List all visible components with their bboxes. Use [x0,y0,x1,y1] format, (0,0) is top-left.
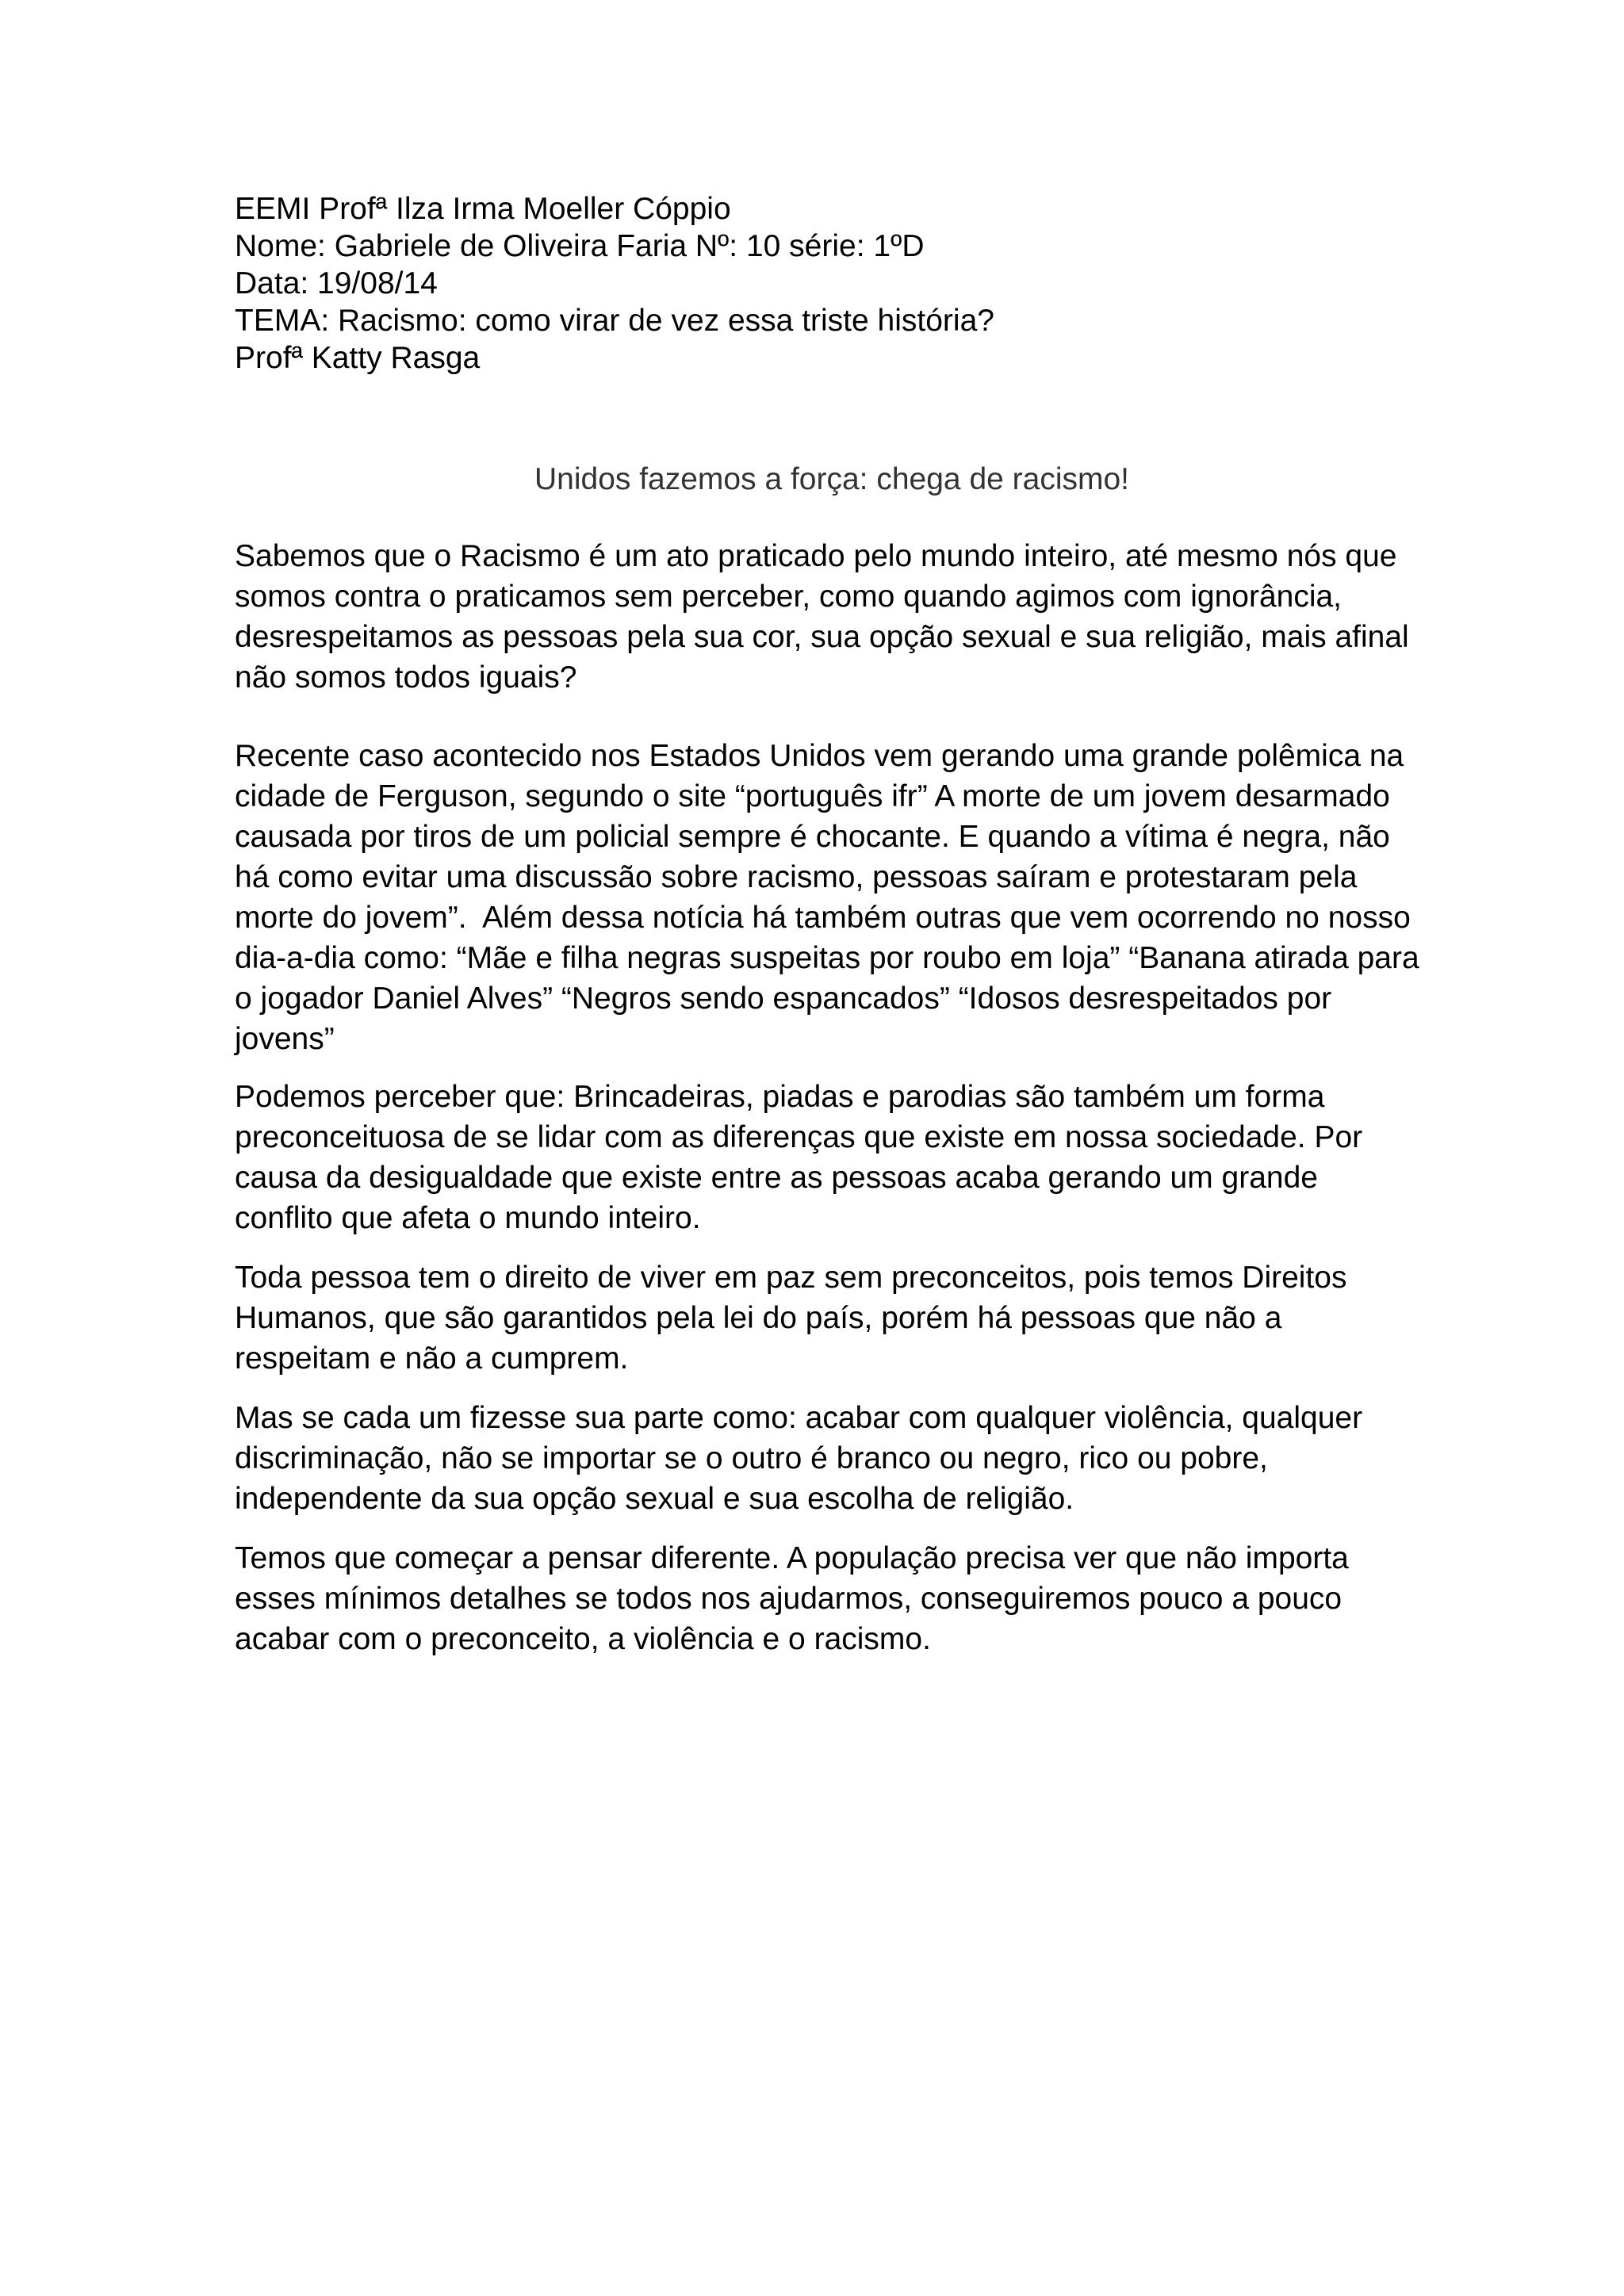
essay-paragraph: Recente caso acontecido nos Estados Unidos vem gerando uma grande polêmica na cidade de Ferguson, segundo o site “português ifr” A morte de um jovem desarmado causada por tiros de um policial sempre é chocante. E quando a vítima é negra, não há como evitar uma discussão sobre racismo, pessoas saíram e protestaram pela morte do jovem”. Além dessa notícia há também outras que vem ocorrendo no nosso dia-a-dia como: “Mãe e filha negras suspeitas por roubo em loja” “Banana atirada para o jogador Daniel Alves” “Negros sendo espancados” “Idosos desrespeitados por jovens” [235,739,1428,1056]
essay-paragraph: Sabemos que o Racismo é um ato praticado pelo mundo inteiro, até mesmo nós que somos contra o praticamos sem perceber, como quando agimos com ignorância, desrespeitamos as pessoas pela sua cor, sua opção sexual e sua religião, mais afinal não somos todos iguais? [235,539,1418,695]
essay-paragraph: Toda pessoa tem o direito de viver em paz sem preconceitos, pois temos Direitos Humanos, que são garantidos pela lei do país, porém há pessoas que não a respeitam e não a cumprem. [235,1261,1356,1376]
essay-title-container [0,461,1624,498]
essay-paragraph: Mas se cada um fizesse sua parte como: acabar com qualquer violência, qualquer discriminação, não se importar se o outro é branco ou negro, rico ou pobre, independente da sua opção sexual e sua escolha de religião. [235,1401,1371,1516]
theme-line: TEMA: Racismo: como virar de vez essa triste história? [235,304,994,338]
teacher-line: Profª Katty Rasga [235,341,481,375]
date-line: Data: 19/08/14 [235,266,438,300]
document-header [235,190,994,377]
school-name: EEMI Profª Ilza Irma Moeller Cóppio [235,192,731,226]
essay-paragraph: Podemos perceber que: Brincadeiras, piadas e parodias são também um forma preconceituosa de se lidar com as diferenças que existe em nossa sociedade. Por causa da desigualdade que existe entre as pessoas acaba gerando um grande conflito que afeta o mundo inteiro. [235,1080,1371,1235]
essay-body [235,536,1428,1659]
student-info: Nome: Gabriele de Oliveira Faria Nº: 10 série: 1ºD [235,229,925,263]
essay-paragraph: Temos que começar a pensar diferente. A população precisa ver que não importa esses mínimos detalhes se todos nos ajudarmos, conseguiremos pouco a pouco acabar com o preconceito, a violência e o racismo. [235,1541,1358,1656]
essay-title: Unidos fazemos a força: chega de racismo! [534,462,1130,496]
